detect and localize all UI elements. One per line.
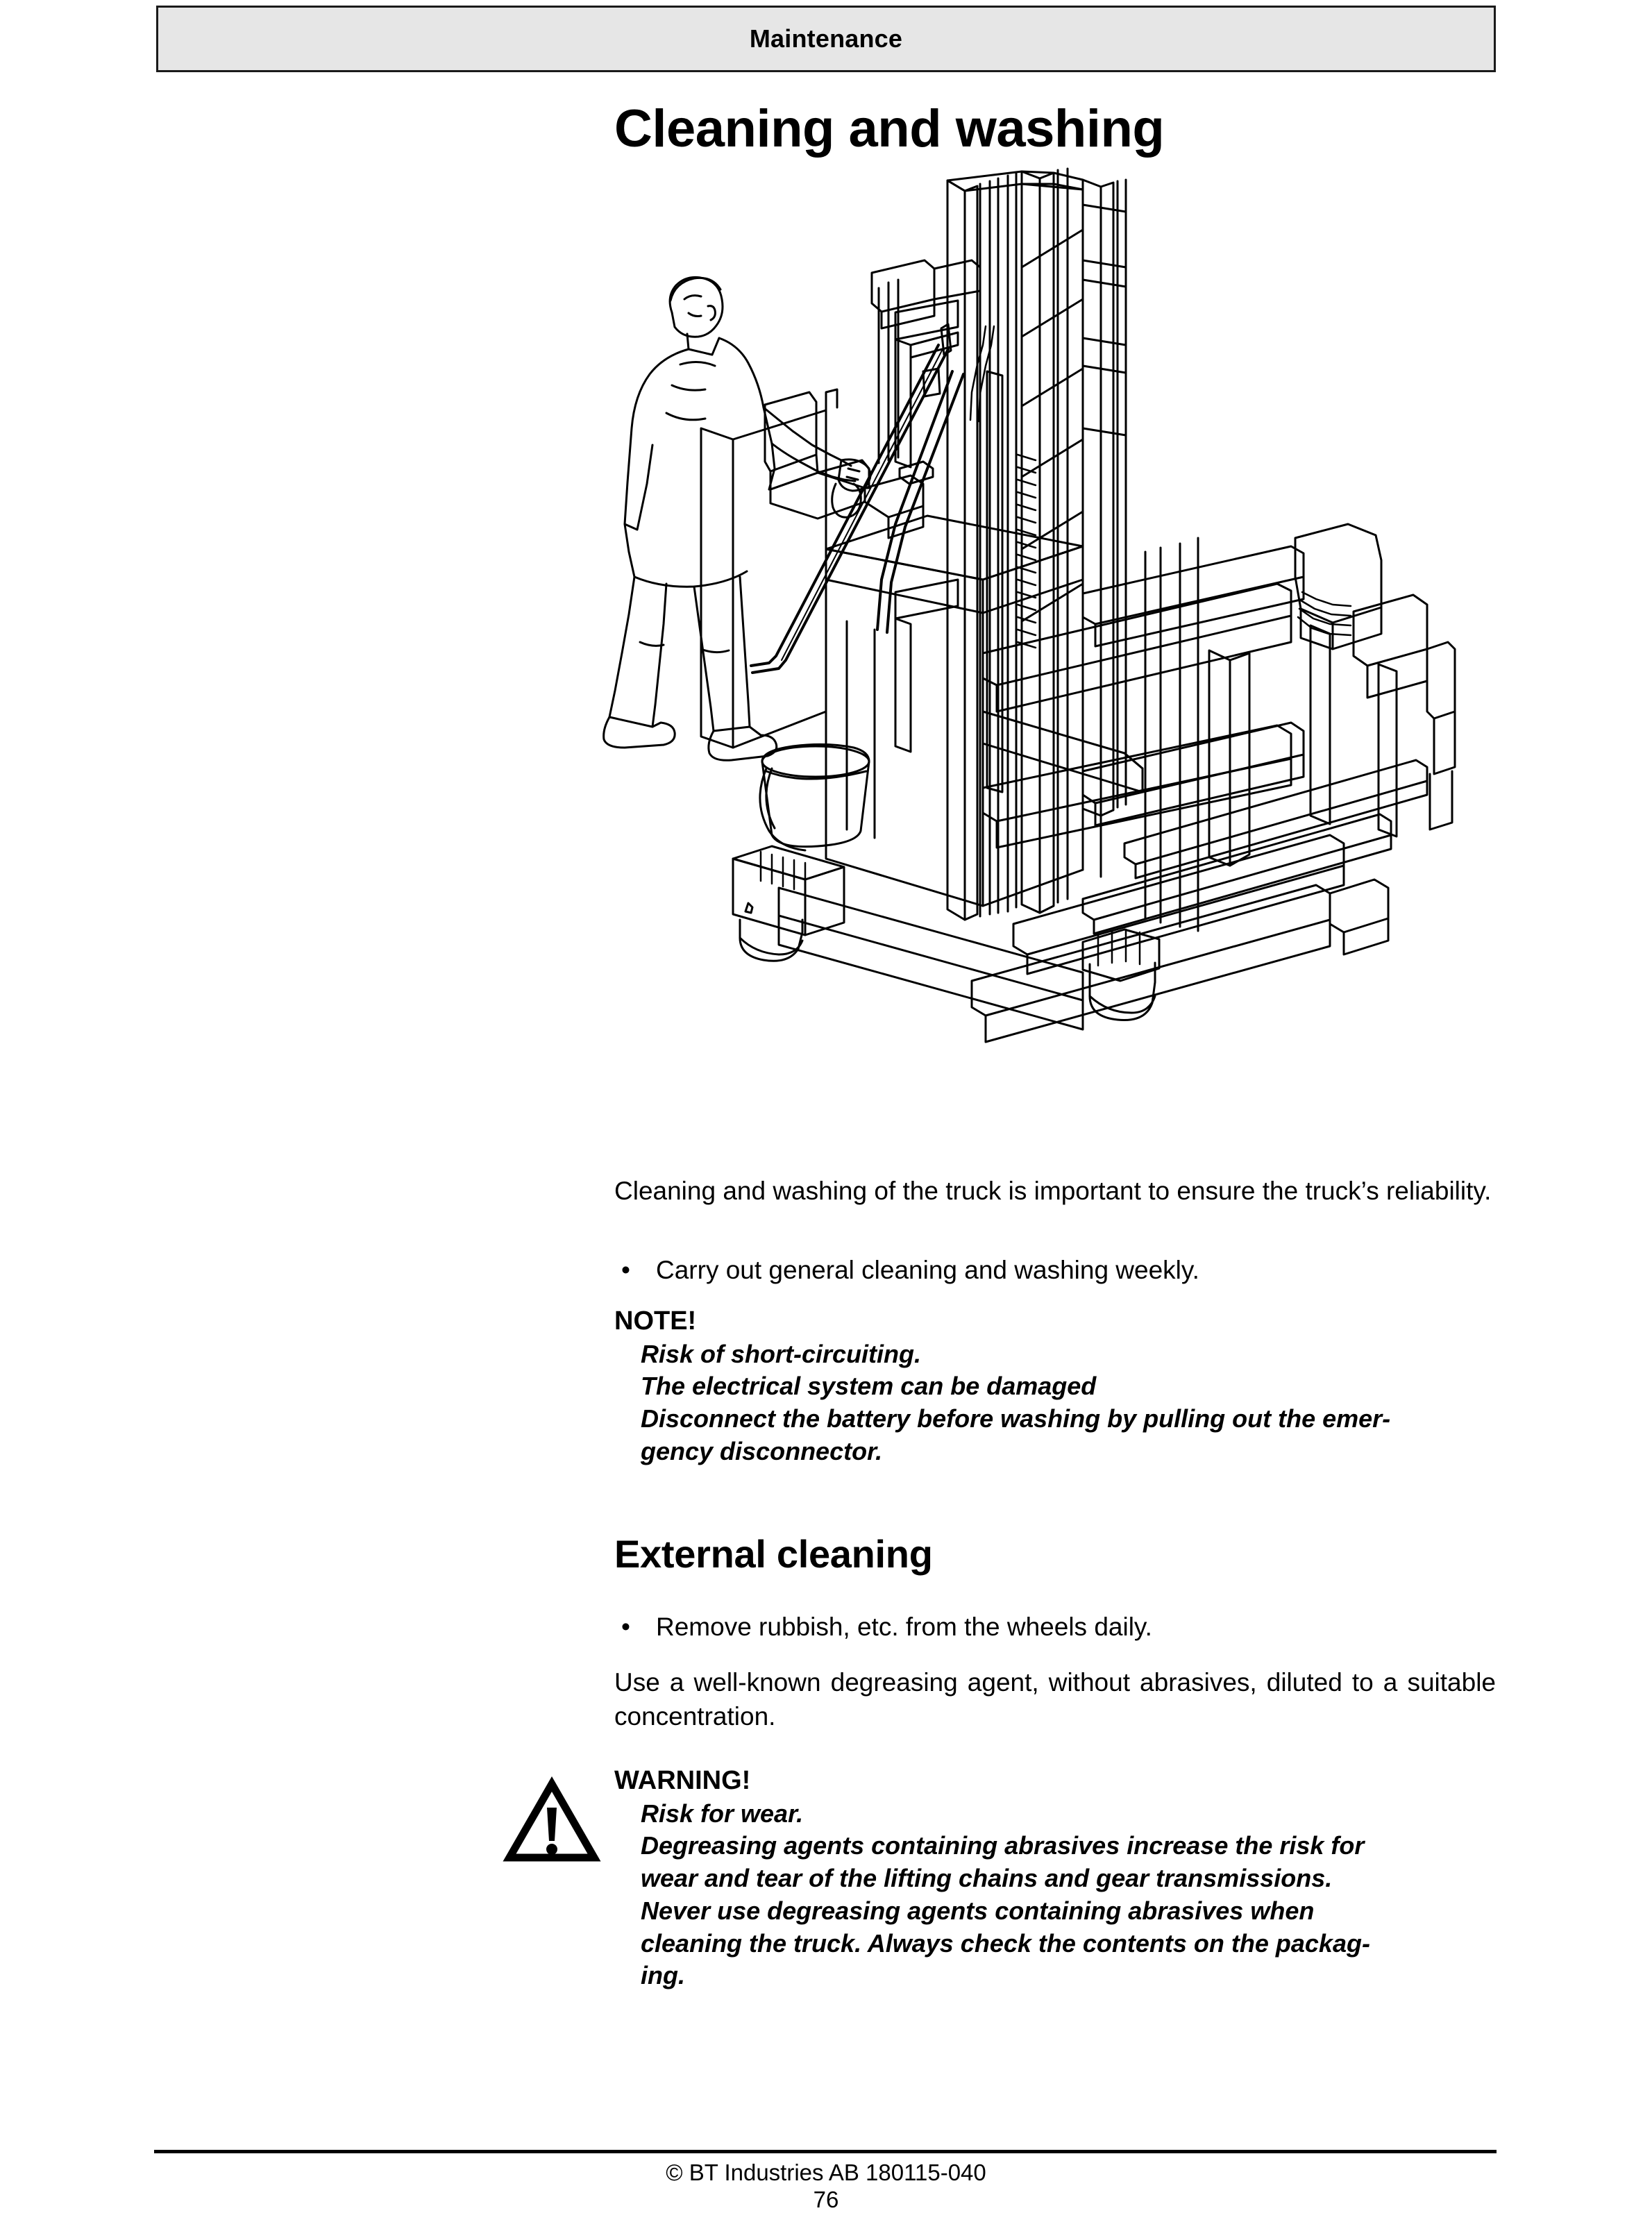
section-heading-external-cleaning: External cleaning <box>614 1532 933 1576</box>
warning-line: ing. <box>641 1961 685 1990</box>
note-heading: NOTE! <box>614 1306 697 1336</box>
operator-figure <box>604 277 870 760</box>
footer-divider <box>154 2150 1497 2153</box>
bullet-marker-icon: • <box>621 1256 630 1284</box>
warning-heading: WARNING! <box>614 1766 751 1795</box>
note-line: Risk of short-circuiting. <box>641 1339 922 1368</box>
warning-triangle-icon <box>507 1780 597 1862</box>
bullet-marker-icon: • <box>621 1613 630 1641</box>
warning-line: wear and tear of the lifting chains and gear transmissions. <box>641 1864 1333 1893</box>
intro-paragraph: Cleaning and washing of the truck is important to ensure the truck’s reliability. <box>614 1177 1492 1205</box>
list-item-label: Carry out general cleaning and washing weekly. <box>656 1256 1199 1284</box>
warning-line: Degreasing agents containing abrasives increase the risk for <box>641 1831 1365 1860</box>
note-line: gency disconnector. <box>641 1436 883 1465</box>
warning-line: Risk for wear. <box>641 1799 804 1828</box>
list-item-label: Remove rubbish, etc. from the wheels daily. <box>656 1613 1152 1641</box>
note-body <box>614 1338 1496 1468</box>
warning-admonition <box>614 1765 1496 1992</box>
warning-line: Never use degreasing agents containing abrasives when <box>641 1896 1315 1925</box>
mast-group <box>895 169 1126 920</box>
note-line: The electrical system can be damaged <box>641 1372 1097 1401</box>
warning-line: cleaning the truck. Always check the contents on the packag- <box>641 1928 1370 1958</box>
hose-diagonal <box>751 345 948 673</box>
note-admonition <box>614 1305 1496 1468</box>
running-header <box>156 6 1496 72</box>
list-item <box>614 1254 1496 1288</box>
base-frame <box>733 835 1388 1042</box>
page-title: Cleaning and washing <box>614 99 1165 158</box>
bucket <box>760 744 869 850</box>
page-number: 76 <box>813 2187 839 2212</box>
external-cleaning-paragraph: Use a well-known degreasing agent, without abrasives, diluted to a suitable concentration. <box>614 1668 1496 1731</box>
chapter-title: Maintenance <box>749 24 903 53</box>
warning-body <box>614 1798 1496 1993</box>
forks <box>1083 760 1427 934</box>
footer-copyright: © BT Industries AB 180115-040 <box>666 2160 986 2185</box>
note-line: Disconnect the battery before washing by pulling out the emer- <box>641 1404 1391 1433</box>
list-item <box>614 1610 1496 1644</box>
reach-truck-cleaning-illustration <box>597 163 1465 1135</box>
